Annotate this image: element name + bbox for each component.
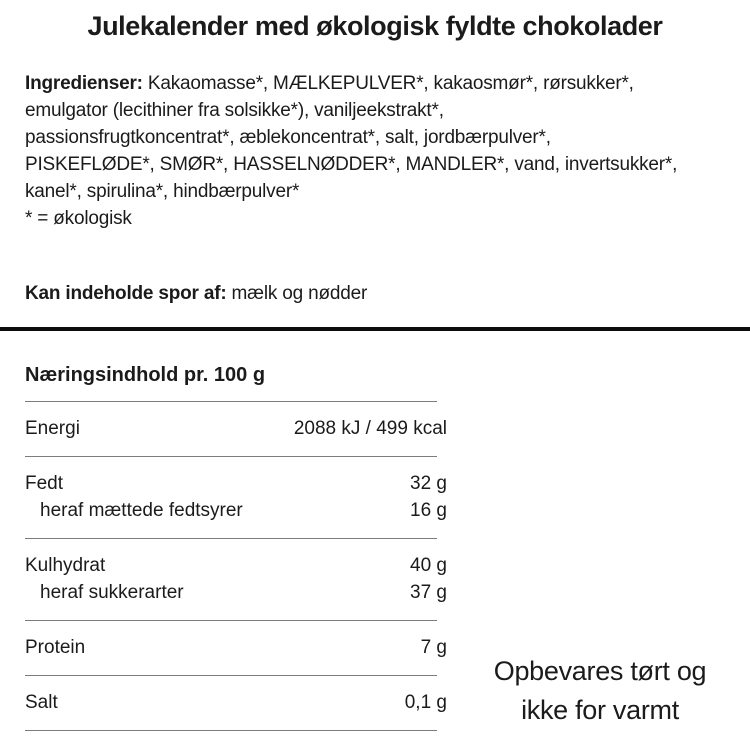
nutrition-group-salt bbox=[25, 676, 447, 730]
storage-line: ikke for varmt bbox=[521, 695, 679, 725]
row-label: Protein bbox=[25, 637, 86, 658]
storage-instructions bbox=[450, 652, 750, 730]
row-value: 16 g bbox=[410, 500, 447, 521]
table-row bbox=[25, 497, 447, 524]
row-label: Kulhydrat bbox=[25, 555, 106, 576]
table-row bbox=[25, 689, 447, 716]
ingredients-text bbox=[25, 70, 730, 232]
ingredients-line: kanel*, spirulina*, hindbærpulver* bbox=[25, 181, 300, 202]
table-row bbox=[25, 552, 447, 579]
nutrition-title: Næringsindhold pr. 100 g bbox=[25, 364, 266, 386]
organic-note: * = økologisk bbox=[25, 208, 132, 229]
ingredients-line: passionsfrugtkoncentrat*, æblekoncentrat*, salt, jordbærpulver*, bbox=[25, 127, 551, 148]
ingredients-line: Kakaomasse*, MÆLKEPULVER*, kakaosmør*, rørsukker*, bbox=[147, 73, 634, 94]
row-divider bbox=[25, 730, 437, 731]
row-label: Salt bbox=[25, 692, 58, 713]
row-value: 40 g bbox=[410, 555, 447, 576]
row-label: heraf mættede fedtsyrer bbox=[40, 500, 243, 521]
section-divider bbox=[0, 327, 750, 331]
row-value: 0,1 g bbox=[404, 692, 447, 713]
table-row bbox=[25, 579, 447, 606]
table-row bbox=[25, 634, 447, 661]
nutrition-group-energy bbox=[25, 402, 447, 456]
row-value: 2088 kJ / 499 kcal bbox=[293, 418, 447, 439]
row-label: Fedt bbox=[25, 473, 64, 494]
table-row bbox=[25, 415, 447, 442]
row-label: heraf sukkerarter bbox=[40, 582, 184, 603]
nutrition-group-protein bbox=[25, 621, 447, 675]
nutrition-table bbox=[25, 362, 447, 731]
row-label: Energi bbox=[25, 418, 80, 439]
ingredients-line: PISKEFLØDE*, SMØR*, HASSELNØDDER*, MANDLER*, vand, invertsukker*, bbox=[25, 154, 678, 175]
storage-line: Opbevares tørt og bbox=[493, 656, 707, 686]
nutrition-group-carbohydrate bbox=[25, 539, 447, 620]
product-title: Julekalender med økologisk fyldte chokolader bbox=[87, 11, 663, 41]
table-row bbox=[25, 470, 447, 497]
ingredients-line: emulgator (lecithiner fra solsikke*), vaniljeekstrakt*, bbox=[25, 100, 444, 121]
row-value: 7 g bbox=[420, 637, 447, 658]
traces-text bbox=[25, 283, 367, 305]
traces-label: Kan indeholde spor af: bbox=[25, 283, 227, 304]
traces-value: mælk og nødder bbox=[231, 283, 368, 304]
row-value: 37 g bbox=[410, 582, 447, 603]
nutrition-group-fat bbox=[25, 457, 447, 538]
ingredients-label: Ingredienser: bbox=[25, 73, 143, 94]
row-value: 32 g bbox=[410, 473, 447, 494]
